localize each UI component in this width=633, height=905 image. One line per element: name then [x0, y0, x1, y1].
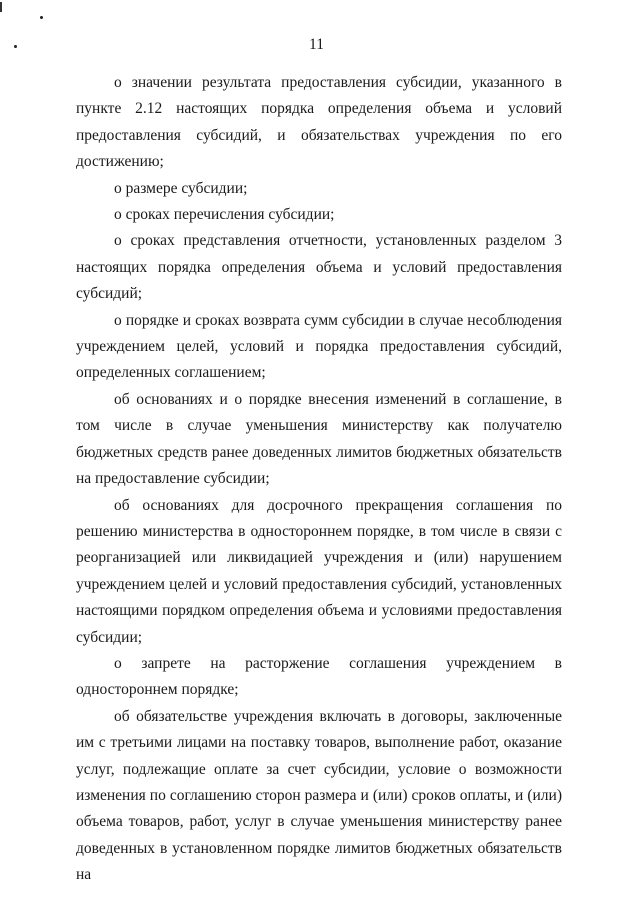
- paragraph-5: о порядке и сроках возврата сумм субсидии в случае несоблюдения учреждением целей, условий и порядка предоставления субсидий, определенных соглашением;: [76, 311, 562, 382]
- scan-speck: [40, 16, 43, 19]
- paragraph-8: о запрете на расторжение соглашения учреждением в одностороннем порядке;: [76, 654, 562, 699]
- paragraph-7: об основаниях для досрочного прекращения соглашения по решению министерства в одностороннем порядке, в том числе в связи с реорганизацией или ликвидацией учреждения и (или) нарушением учреждением целей и условий предоставления субсидий, установленных настоящими порядком определения объема и условиями предоставления субсидии;: [76, 496, 562, 646]
- paragraph-6: об основаниях и о порядке внесения изменений в соглашение, в том числе в случае уменьшения министерству как получателю бюджетных средств ранее доведенных лимитов бюджетных обязательств на предоставление субсидии;: [76, 390, 562, 488]
- paragraph-9: об обязательстве учреждения включать в договоры, заключенные им с третьими лицами на поставку товаров, выполнение работ, оказание услуг, подлежащие оплате за счет субсидии, условие о возможности изменения по соглашению сторон размера и (или) сроков оплаты, и (или) объема товаров, работ, услуг в случае уменьшения министерству ранее доведенных в установленном порядке лимитов бюджетных обязательств на: [76, 707, 562, 884]
- paragraph-2: о размере субсидии;: [114, 179, 248, 197]
- paragraph-4: о сроках представления отчетности, установленных разделом 3 настоящих порядка определения объема и условий предоставления субсидий;: [76, 232, 562, 303]
- page-number: 11: [309, 36, 324, 53]
- document-body: [76, 70, 562, 889]
- scan-edge-mark: [0, 2, 2, 12]
- paragraph-3: о сроках перечисления субсидии;: [114, 206, 335, 224]
- paragraph-1: о значении результата предоставления субсидии, указанного в пункте 2.12 настоящих порядка определения объема и условий предоставления субсидий, и обязательствах учреждения по его достижению;: [76, 74, 562, 171]
